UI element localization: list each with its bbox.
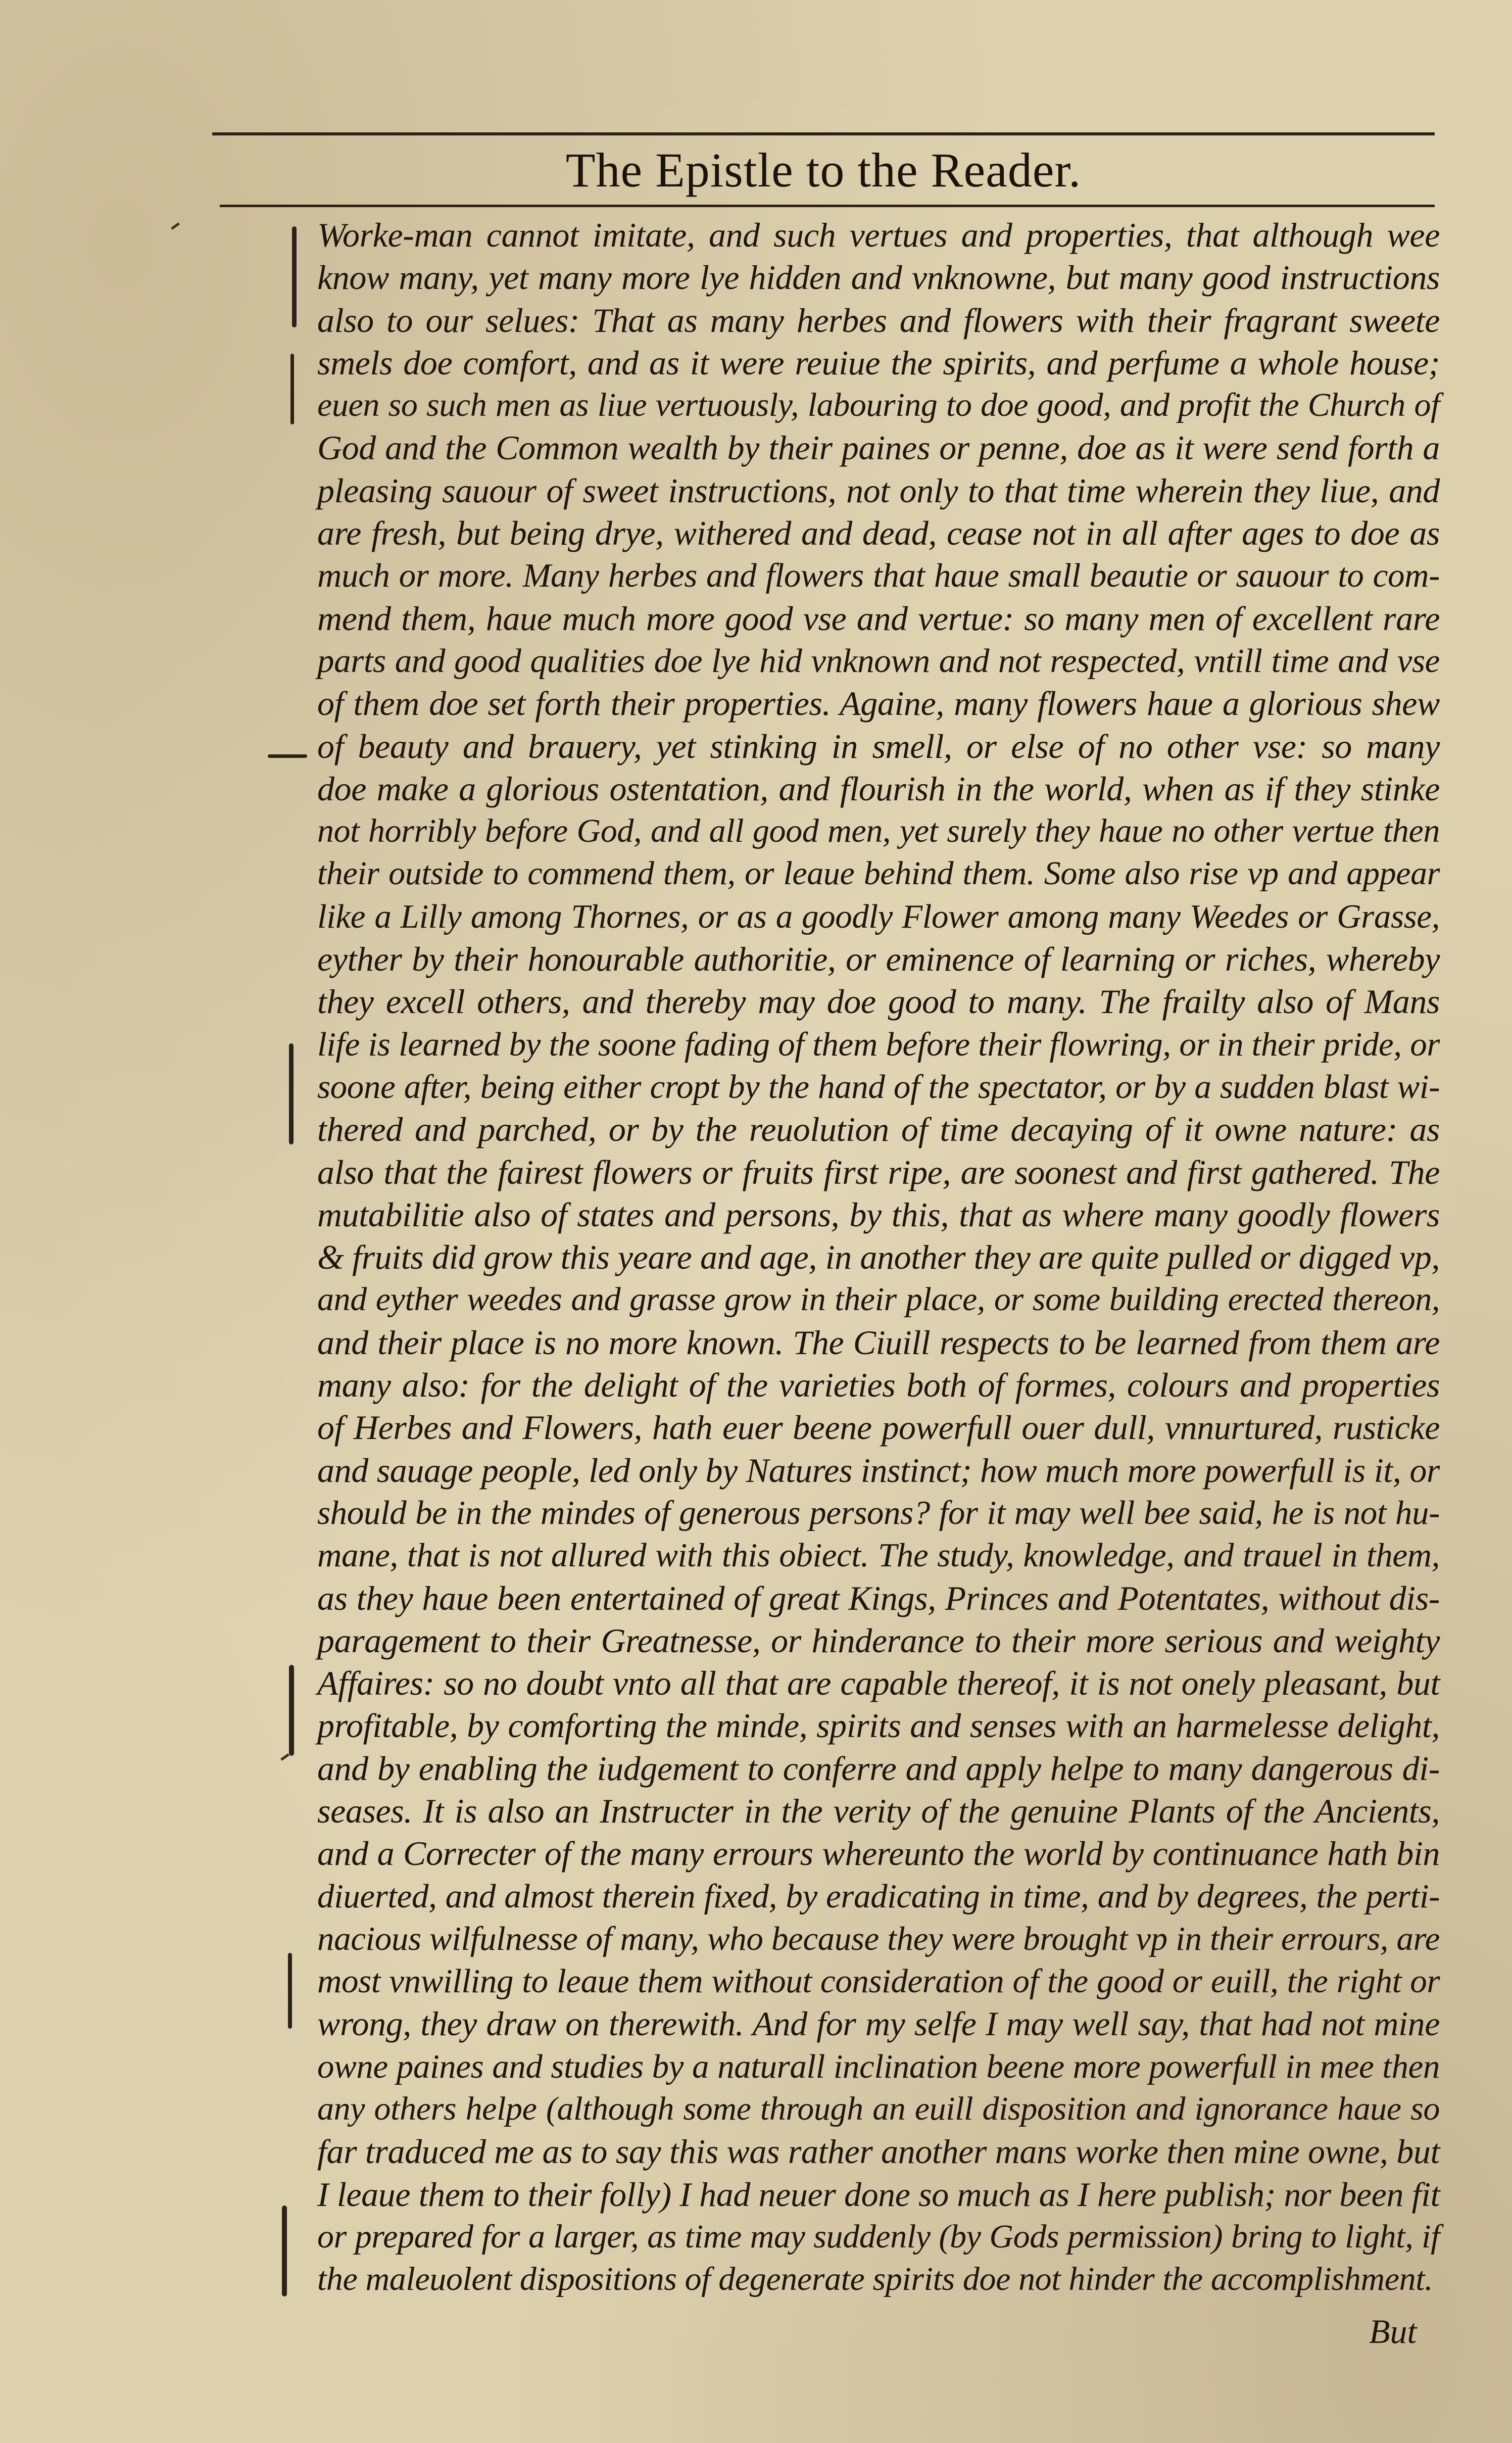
text-line: wrong, they draw on therewith. And for my selfe I may well say, that had not mine [317, 2004, 1440, 2043]
text-line: pleasing sauour of sweet instructions, not only to that time wherein they liue, and [317, 471, 1440, 510]
text-line: also that the fairest flowers or fruits first ripe, are soonest and first gathered. The [317, 1153, 1440, 1191]
text-line: nacious wilfulnesse of many, who because they were brought vp in their errours, are [317, 1920, 1440, 1957]
text-line: God and the Common wealth by their paines or penne, doe as it were send forth a [317, 428, 1440, 467]
catchword: But [1369, 2312, 1417, 2351]
text-line: and by enabling the iudgement to conferre and apply helpe to many dangerous di- [317, 1749, 1440, 1788]
text-line: most vnwilling to leaue them without consideration of the good or euill, the right or [317, 1962, 1440, 2000]
margin-ink-mark [171, 222, 180, 229]
text-line: or prepared for a larger, as time may suddenly (by Gods permission) bring to light, if [317, 2218, 1440, 2255]
text-line: like a Lilly among Thornes, or as a goodly Flower among many Weedes or Grasse, [317, 897, 1440, 935]
text-line: of them doe set forth their properties. Againe, many flowers haue a glorious shew [317, 684, 1440, 723]
margin-pointer-mark [268, 754, 307, 758]
text-line: their outside to commend them, or leaue behind them. Some also rise vp and appear [317, 855, 1440, 892]
text-line: Worke-man cannot imitate, and such vertues and properties, that although wee [317, 216, 1440, 254]
text-line: should be in the mindes of generous persons? for it may well bee said, he is not hu- [317, 1494, 1440, 1531]
text-line: soone after, being either cropt by the hand of the spectator, or by a sudden blast wi- [317, 1068, 1440, 1106]
text-line: many also: for the delight of the varieties both of formes, colours and properties [317, 1366, 1440, 1405]
text-line: mane, that is not allured with this obiect. The study, knowledge, and trauel in them, [317, 1537, 1440, 1574]
margin-bracket [292, 226, 297, 327]
text-line: Affaires: so no doubt vnto all that are capable thereof, it is not onely pleasant, but [317, 1664, 1440, 1703]
text-line: the maleuolent dispositions of degenerate spirits doe not hinder the accomplishment. [317, 2261, 1433, 2298]
text-line: doe make a glorious ostentation, and flourish in the world, when as if they stinke [317, 769, 1440, 808]
text-line: they excell others, and thereby may doe good to many. The frailty also of Mans [317, 982, 1440, 1021]
text-line: life is learned by the soone fading of them before their flowring, or in their pride, or [317, 1025, 1440, 1063]
text-line: know many, yet many more lye hidden and vnknowne, but many good instructions [317, 258, 1440, 297]
text-line: far traduced me as to say this was rather another mans worke then mine owne, but [317, 2132, 1440, 2171]
running-head-title: The Epistle to the Reader. [565, 142, 1082, 197]
text-line: mutabilitie also of states and persons, by this, that as where many goodly flowers [317, 1195, 1440, 1234]
text-line: mend them, haue much more good vse and vertue: so many men of excellent rare [317, 599, 1440, 638]
text-line: much or more. Many herbes and flowers that haue small beautie or sauour to com- [317, 557, 1440, 595]
epistle-text [317, 214, 1440, 2301]
text-line: not horribly before God, and all good men, yet surely they haue no other vertue then [317, 812, 1440, 850]
text-line: thered and parched, or by the reuolution of time decaying of it owne nature: as [317, 1110, 1440, 1149]
margin-ink-mark [280, 1753, 289, 1760]
text-line: and eyther weedes and grasse grow in their place, or some building erected thereon, [317, 1281, 1440, 1318]
text-line: are fresh, but being drye, withered and dead, cease not in all after ages to doe as [317, 514, 1440, 553]
text-line: also to our selues: That as many herbes and flowers with their fragrant sweete [317, 301, 1440, 340]
text-line: as they haue been entertained of great Kings, Princes and Potentates, without dis- [317, 1578, 1440, 1617]
margin-bracket [290, 354, 294, 424]
header-bottom-rule [220, 205, 1435, 207]
text-line: and sauage people, led only by Natures instinct; how much more powerfull is it, or [317, 1451, 1440, 1490]
header-top-rule [212, 132, 1435, 135]
text-line: of beauty and brauery, yet stinking in smell, or else of no other vse: so many [317, 727, 1440, 765]
text-line: euen so such men as liue vertuously, labouring to doe good, and profit the Church of [317, 387, 1440, 424]
text-line: parts and good qualities doe lye hid vnknown and not respected, vntill time and vse [317, 642, 1440, 680]
text-line: I leaue them to their folly) I had neuer done so much as I here publish; nor been fit [317, 2175, 1440, 2214]
running-head [212, 136, 1435, 203]
margin-bracket [288, 1953, 292, 2029]
text-line: of Herbes and Flowers, hath euer beene powerfull ouer dull, vnnurtured, rusticke [317, 1408, 1440, 1447]
text-line: & fruits did grow this yeare and age, in another they are quite pulled or digged vp, [317, 1238, 1440, 1277]
text-line: eyther by their honourable authoritie, or eminence of learning or riches, whereby [317, 940, 1440, 979]
text-line: diuerted, and almost therein fixed, by eradicating in time, and by degrees, the perti- [317, 1877, 1440, 1915]
text-line: profitable, by comforting the minde, spirits and senses with an harmelesse delight, [317, 1706, 1440, 1745]
text-line: any others helpe (although some through an euill disposition and ignorance haue so [317, 2090, 1440, 2128]
text-line: and a Correcter of the many errours whereunto the world by continuance hath bin [317, 1834, 1440, 1873]
text-line: and their place is no more known. The Ciuill respects to be learned from them are [317, 1323, 1440, 1362]
margin-bracket [289, 1043, 294, 1144]
text-line: smels doe comfort, and as it were reuiue the spirits, and perfume a whole house; [317, 343, 1440, 382]
margin-bracket [282, 2206, 287, 2296]
margin-bracket [289, 1665, 294, 1756]
text-line: paragement to their Greatnesse, or hinderance to their more serious and weighty [317, 1621, 1440, 1660]
text-line: owne paines and studies by a naturall inclination beene more powerfull in mee then [317, 2047, 1440, 2085]
text-line: seases. It is also an Instructer in the verity of the genuine Plants of the Ancients, [317, 1791, 1440, 1830]
